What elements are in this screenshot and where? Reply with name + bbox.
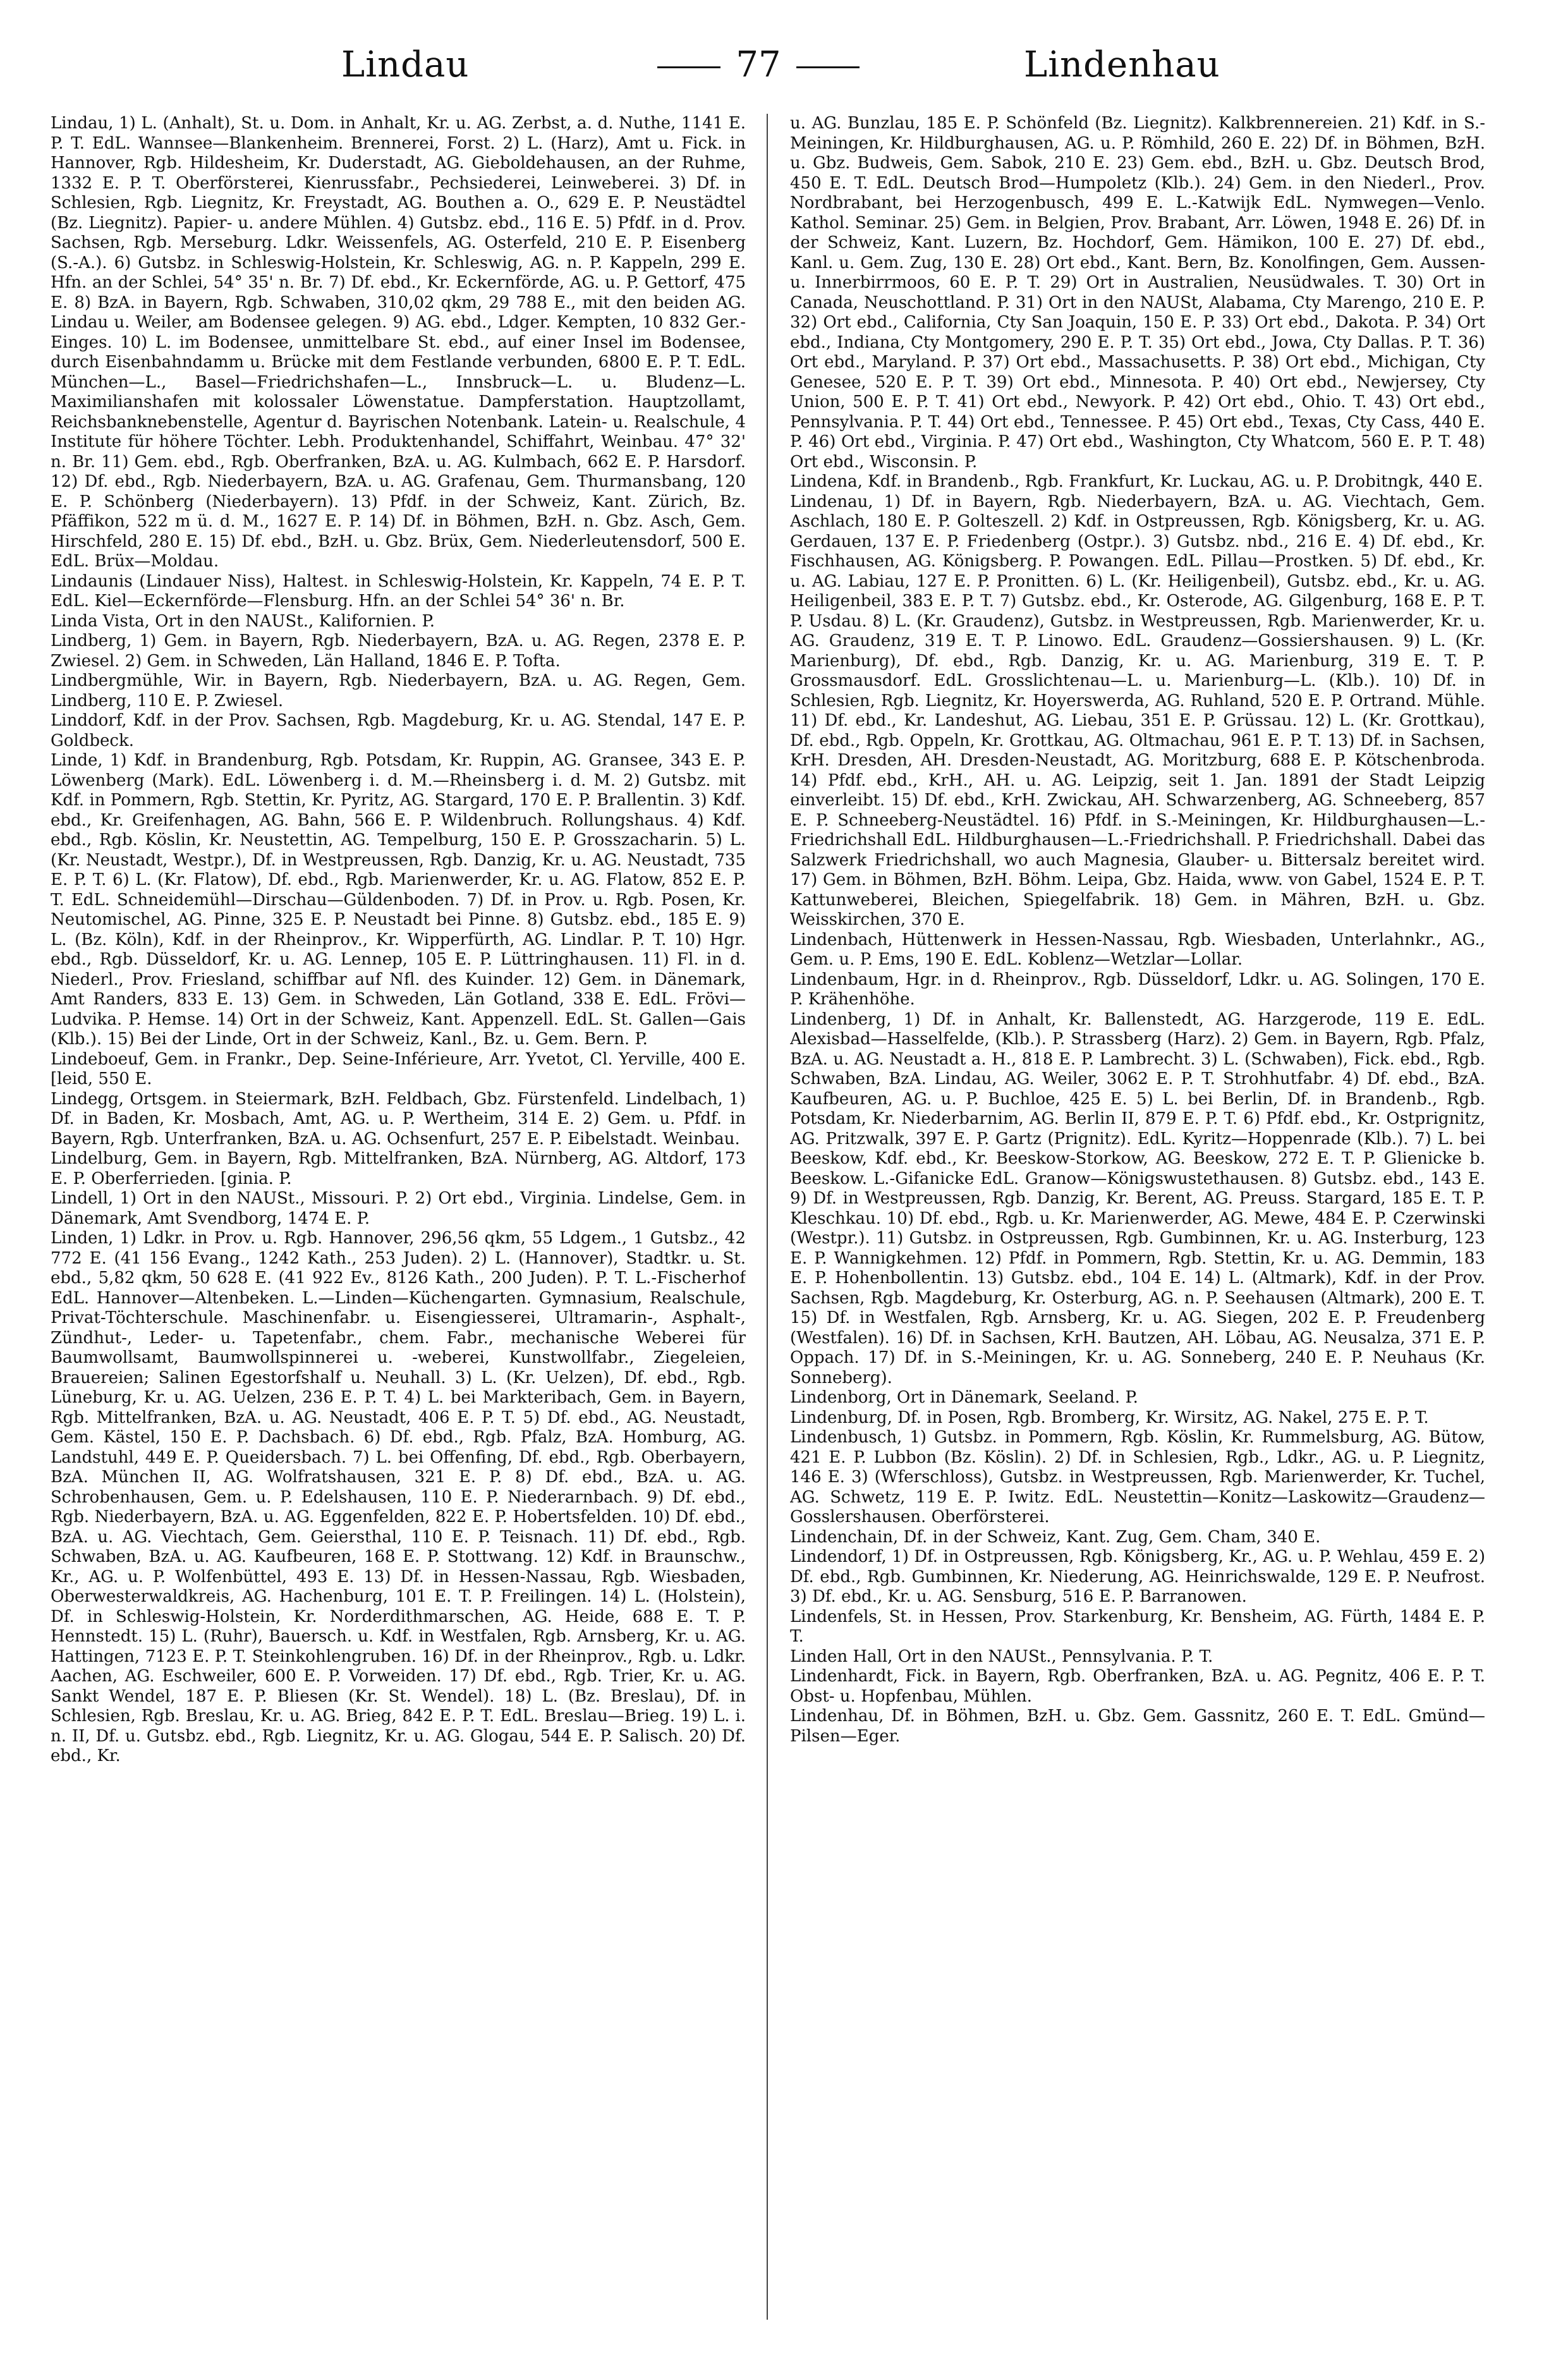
dictionary-entry: Lindenfels, St. in Hessen, Prov. Starkenburg, Kr. Bensheim, AG. Fürth, 1484 E. P. T. [790,1607,1485,1646]
right-column [790,114,1485,2326]
dictionary-entry: Lindenhau, Df. in Böhmen, BzH. u. Gbz. Gem. Gassnitz, 260 E. T. EdL. Gmünd—Pilsen—Eger. [790,1707,1485,1746]
dictionary-entry: Linda Vista, Ort in den NAUSt., Kalifornien. P. [51,611,435,631]
page-number: 77 [736,44,781,85]
dictionary-entry: Lindegg, Ortsgem. in Steiermark, BzH. Feldbach, Gbz. Fürstenfeld. Lindelbach, 1) Df. in Baden, Kr. Mosbach, Amt, AG. u. P. Wertheim, 314 E. 2) Gem. u. Pfdf. in Bayern, Rgb. Unterfranken, BzA. u. AG. Ochsenfurt, 257 E. P. Eibelstadt. Weinbau. [51,1089,746,1148]
running-head-left: Lindau [341,44,470,85]
dash-right [796,66,860,68]
running-head-right: Lindenhau [1024,44,1220,85]
dictionary-entry: Lindelburg, Gem. in Bayern, Rgb. Mittelfranken, BzA. Nürnberg, AG. Altdorf, 173 E. P. Oberferrieden. [ginia. P. [51,1149,746,1188]
dictionary-entry: Lindenburg, Df. in Posen, Rgb. Bromberg, Kr. Wirsitz, AG. Nakel, 275 E. P. T. [790,1408,1429,1427]
dictionary-entry: Lindberg, 1) Gem. in Bayern, Rgb. Niederbayern, BzA. u. AG. Regen, 2378 E. P. Zwiesel. 2) Gem. in Schweden, Län Halland, 1846 E. P. Tofta. [51,631,746,671]
dash-left [657,66,720,68]
page-header [0,38,1568,107]
dictionary-entry: Lindena, Kdf. in Brandenb., Rgb. Frankfurt, Kr. Luckau, AG. u. P. Drobitngk, 440 E. [790,472,1483,491]
dictionary-entry: Lindeboeuf, Gem. in Frankr., Dep. Seine-Inférieure, Arr. Yvetot, Cl. Yerville, 400 E. [leid, 550 E. [51,1049,746,1088]
dictionary-entry: Lindaunis (Lindauer Niss), Haltest. in Schleswig-Holstein, Kr. Kappeln, 74 E. P. T. EdL. Kiel—Eckernförde—Flensburg. Hfn. an der Schlei 54° 36' n. Br. [51,571,746,611]
dictionary-entry: Lindenau, 1) Df. in Bayern, Rgb. Niederbayern, BzA. u. AG. Viechtach, Gem. Aschlach, 180 E. P. Golteszell. 2) Kdf. in Ostpreussen, Rgb. Königsberg, Kr. u. AG. Gerdauen, 137 E. P. Friedenberg (Ostpr.). 3) Gutsbz. nbd., 216 E. 4) Df. ebd., Kr. Fischhausen, AG. Königsberg. P. Powangen. EdL. Pillau—Prostken. 5) Df. ebd., Kr. u. AG. Labiau, 127 E. P. Pronitten. 6) L. (Kr. Heiligenbeil), Gutsbz. ebd., Kr. u. AG. Heiligenbeil, 383 E. P. T. 7) Gutsbz. ebd., Kr. Osterode, AG. Gilgenburg, 168 E. P. T. P. Usdau. 8) L. (Kr. Graudenz), Gutsbz. in Westpreussen, Rgb. Marienwerder, Kr. u. AG. Graudenz, 319 E. T. P. Linowo. EdL. Graudenz—Gossiershausen. 9) L. (Kr. Marienburg), Df. ebd., Rgb. Danzig, Kr. u. AG. Marienburg, 319 E. T. P. Grossmausdorf. EdL. Grosslichtenau—L. u. Marienburg—L. (Klb.). 10) Df. in Schlesien, Rgb. Liegnitz, Kr. Hoyerswerda, AG. Ruhland, 520 E. P. Ortrand. Mühle. 11) Df. ebd., Kr. Landeshut, AG. Liebau, 351 E. P. Grüssau. 12) L. (Kr. Grottkau), Df. ebd., Rgb. Oppeln, Kr. Grottkau, AG. Oltmachau, 961 E. P. T. 13) Df. in Sachsen, KrH. Dresden, AH. Dresden-Neustadt, AG. Moritzburg, 688 E. P. Kötschenbroda. 14) Pfdf. ebd., KrH., AH. u. AG. Leipzig, seit 1. Jan. 1891 der Stadt Leipzig einverleibt. 15) Df. ebd., KrH. Zwickau, AH. Schwarzenberg, AG. Schneeberg, 857 E. P. Schneeberg-Neustädtel. 16) Pfdf. in S.-Meiningen, Kr. Hildburghausen—L.-Friedrichshall EdL. Hildburghausen—L.-Friedrichshall. P. Friedrichshall. Dabei das Salzwerk Friedrichshall, wo auch Magnesia, Glauber- u. Bittersalz bereitet wird. 17) Gem. in Böhmen, BzH. Böhm. Leipa, Gbz. Haida, www. von Gabel, 1524 E. P. T. Kattunweberei, Bleichen, Spiegelfabrik. 18) Gem. in Mähren, BzH. u. Gbz. Weisskirchen, 370 E. [790,492,1485,929]
dictionary-entry: Lindenhardt, Fick. in Bayern, Rgb. Oberfranken, BzA. u. AG. Pegnitz, 406 E. P. T. Obst- u. Hopfenbau, Mühlen. [790,1667,1485,1706]
dictionary-entry: Lindenbach, Hüttenwerk in Hessen-Nassau, Rgb. Wiesbaden, Unterlahnkr., AG., Gem. u. P. Ems, 190 E. EdL. Koblenz—Wetzlar—Lollar. [790,930,1485,969]
left-column [51,114,746,2326]
dictionary-entry: Lindendorf, 1) Df. in Ostpreussen, Rgb. Königsberg, Kr., AG. u. P. Wehlau, 459 E. 2) Df. ebd., Rgb. Gumbinnen, Kr. Niederung, AG. Heinrichswalde, 129 E. P. Neufrost. 3) Df. ebd., Kr. u. AG. Sensburg, 516 E. P. Barranowen. [790,1547,1485,1606]
dictionary-entry: Linden, 1) Ldkr. in Prov. u. Rgb. Hannover, 296,56 qkm, 55 Ldgem., 1 Gutsbz., 42 772 E. (41 156 Evang., 1242 Kath., 253 Juden). 2) L. (Hannover), Stadtkr. u. St. ebd., 5,82 qkm, 50 628 E. (41 922 Ev., 8126 Kath., 200 Juden). P. T. L.-Fischerhof EdL. Hannover—Altenbeken. L.—Linden—Küchengarten. Gymnasium, Realschule, Privat-Töchterschule. Maschinenfabr. u. Eisengiesserei, Ultramarin-, Asphalt-, Zündhut-, Leder- u. Tapetenfabr., chem. Fabr., mechanische Weberei für Baumwollsamt, Baumwollspinnerei u. -weberei, Kunstwollfabr., Ziegeleien, Brauereien; Salinen Egestorfshalf u. Neuhall. 3) L. (Kr. Uelzen), Df. ebd., Rgb. Lüneburg, Kr. u. AG. Uelzen, 236 E. P. T. 4) L. bei Markteribach, Gem. in Bayern, Rgb. Mittelfranken, BzA. u. AG. Neustadt, 406 E. P. T. 5) Df. ebd., AG. Neustadt, Gem. Kästel, 150 E. P. Dachsbach. 6) Df. ebd., Rgb. Pfalz, BzA. Homburg, AG. Landstuhl, 449 E. P. Queidersbach. 7) L. bei Offenfing, Df. ebd., Rgb. Oberbayern, BzA. München II, AG. Wolfratshausen, 321 E. P. 8) Df. ebd., BzA. u. AG. Schrobenhausen, Gem. u. P. Edelshausen, 110 E. P. Niederarnbach. 9) Df. ebd., Rgb. Niederbayern, BzA. u. AG. Eggenfelden, 822 E. P. Hobertsfelden. 10) Df. ebd., BzA. u. AG. Viechtach, Gem. Geiersthal, 110 E. P. Teisnach. 11) Df. ebd., Rgb. Schwaben, BzA. u. AG. Kaufbeuren, 168 E. P. Stottwang. 12) Kdf. in Braunschw., Kr., AG. u. P. Wolfenbüttel, 493 E. 13) Df. in Hessen-Nassau, Rgb. Wiesbaden, Oberwesterwaldkreis, AG. Hachenburg, 101 E. T. P. Freilingen. 14) L. (Holstein), Df. in Schleswig-Holstein, Kr. Norderdithmarschen, AG. Heide, 688 E. T. P. Hennstedt. 15) L. (Ruhr), Bauersch. u. Kdf. in Westfalen, Rgb. Arnsberg, Kr. u. AG. Hattingen, 7123 E. P. T. Steinkohlengruben. 16) Df. in der Rheinprov., Rgb. u. Ldkr. Aachen, AG. Eschweiler, 600 E. P. Vorweiden. 17) Df. ebd., Rgb. Trier, Kr. u. AG. Sankt Wendel, 187 E. P. Bliesen (Kr. St. Wendel). 18) L. (Bz. Breslau), Df. in Schlesien, Rgb. Breslau, Kr. u. AG. Brieg, 842 E. P. T. EdL. Breslau—Brieg. 19) L. i. n. II, Df. u. Gutsbz. ebd., Rgb. Liegnitz, Kr. u. AG. Glogau, 544 E. P. Salisch. 20) Df. ebd., Kr. [51,1229,746,1765]
dictionary-entry: Lindenbaum, Hgr. in d. Rheinprov., Rgb. Düsseldorf, Ldkr. u. AG. Solingen, 170 E. P. Krähenhöhe. [790,970,1485,1009]
dictionary-entry: Linde, 1) Kdf. in Brandenburg, Rgb. Potsdam, Kr. Ruppin, AG. Gransee, 343 E. P. Löwenberg (Mark). EdL. Löwenberg i. d. M.—Rheinsberg i. d. M. 2) Gutsbz. mit Kdf. in Pommern, Rgb. Stettin, Kr. Pyritz, AG. Stargard, 170 E. P. Brallentin. 3) Kdf. ebd., Kr. Greifenhagen, AG. Bahn, 566 E. P. Wildenbruch. Rollungshaus. 4) Kdf. ebd., Rgb. Köslin, Kr. Neustettin, AG. Tempelburg, 150 E. P. Grosszacharin. 5) L. (Kr. Neustadt, Westpr.), Df. in Westpreussen, Rgb. Danzig, Kr. u. AG. Neustadt, 735 E. P. T. 6) L. (Kr. Flatow), Df. ebd., Rgb. Marienwerder, Kr. u. AG. Flatow, 852 E. P. T. EdL. Schneidemühl—Dirschau—Güldenboden. 7) Df. in Prov. u. Rgb. Posen, Kr. Neutomischel, AG. Pinne, 325 E. P. Neustadt bei Pinne. 8) Gutsbz. ebd., 185 E. 9) L. (Bz. Köln), Kdf. in der Rheinprov., Kr. Wipperfürth, AG. Lindlar. P. T. 10) Hgr. ebd., Rgb. Düsseldorf, Kr. u. AG. Lennep, 105 E. P. Lüttringhausen. 11) Fl. in d. Niederl., Prov. Friesland, schiffbar auf Nfl. des Kuinder. 12) Gem. in Dänemark, Amt Randers, 833 E. 13) Gem. in Schweden, Län Gotland, 338 E. EdL. Frövi—Ludvika. P. Hemse. 14) Ort in der Schweiz, Kant. Appenzell. EdL. St. Gallen—Gais (Klb.). 15) Bei der Linde, Ort in der Schweiz, Kanl., Bz. u. Gem. Bern. P. [51,751,746,1049]
dictionary-entry: Lindbergmühle, Wir. in Bayern, Rgb. Niederbayern, BzA. u. AG. Regen, Gem. Lindberg, 110 E. P. Zwiesel. [51,671,746,710]
dictionary-entry: u. AG. Bunzlau, 185 E. P. Schönfeld (Bz. Liegnitz). Kalkbrennereien. 21) Kdf. in S.-Meiningen, Kr. Hildburghausen, AG. u. P. Römhild, 260 E. 22) Df. in Böhmen, BzH. u. Gbz. Budweis, Gem. Sabok, 210 E. 23) Gem. ebd., BzH. u. Gbz. Deutsch Brod, 450 E. T. EdL. Deutsch Brod—Humpoletz (Klb.). 24) Gem. in den Niederl., Prov. Nordbrabant, bei Herzogenbusch, 499 E. L.-Katwijk EdL. Nymwegen—Venlo. Kathol. Seminar. 25) Gem. in Belgien, Prov. Brabant, Arr. Löwen, 1948 E. 26) Df. in der Schweiz, Kant. Luzern, Bz. Hochdorf, Gem. Hämikon, 100 E. 27) Df. ebd., Kanl. u. Gem. Zug, 130 E. 28) Ort ebd., Kant. Bern, Bz. Konolfingen, Gem. Aussen- u. Innerbirrmoos, 60 E. P. T. 29) Ort in Australien, Neusüdwales. T. 30) Ort in Canada, Neuschottland. P. 31) Ort in den NAUSt, Alabama, Cty Marengo, 210 E. P. 32) Ort ebd., California, Cty San Joaquin, 150 E. P. 33) Ort ebd., Dakota. P. 34) Ort ebd., Indiana, Cty Montgomery, 290 E. P. T. 35) Ort ebd., Jowa, Cty Dallas. P. T. 36) Ort ebd., Maryland. P. 37) Ort ebd., Massachusetts. P. 38) Ort ebd., Michigan, Cty Genesee, 520 E. P. T. 39) Ort ebd., Minnesota. P. 40) Ort ebd., Newjersey, Cty Union, 500 E. P. T. 41) Ort ebd., Newyork. P. 42) Ort ebd., Ohio. T. 43) Ort ebd., Pennsylvania. P. T. 44) Ort ebd., Tennessee. P. 45) Ort ebd., Texas, Cty Cass, 440 E. P. 46) Ort ebd., Virginia. P. 47) Ort ebd., Washington, Cty Whatcom, 560 E. P. T. 48) Ort ebd., Wisconsin. P. [790,114,1485,472]
dictionary-entry: Lindell, 1) Ort in den NAUSt., Missouri. P. 2) Ort ebd., Virginia. Lindelse, Gem. in Dänemark, Amt Svendborg, 1474 E. P. [51,1189,746,1228]
dictionary-entry: Lindenchain, Df. in der Schweiz, Kant. Zug, Gem. Cham, 340 E. [790,1527,1321,1547]
dictionary-entry: Linddorf, Kdf. in der Prov. Sachsen, Rgb. Magdeburg, Kr. u. AG. Stendal, 147 E. P. Goldbeck. [51,711,746,750]
dictionary-entry: Lindau, 1) L. (Anhalt), St. u. Dom. in Anhalt, Kr. u. AG. Zerbst, a. d. Nuthe, 1141 E. P. T. EdL. Wannsee—Blankenheim. Brennerei, Forst. 2) L. (Harz), Amt u. Fick. in Hannover, Rgb. Hildesheim, Kr. Duderstadt, AG. Gieboldehausen, an der Ruhme, 1332 E. P. T. Oberförsterei, Kienrussfabr., Pechsiederei, Leinweberei. 3) Df. in Schlesien, Rgb. Liegnitz, Kr. Freystadt, AG. Bouthen a. O., 629 E. P. Neustädtel (Bz. Liegnitz). Papier- u. andere Mühlen. 4) Gutsbz. ebd., 116 E. 5) Pfdf. in d. Prov. Sachsen, Rgb. Merseburg. Ldkr. Weissenfels, AG. Osterfeld, 210 E. P. Eisenberg (S.-A.). 6) Gutsbz. in Schleswig-Holstein, Kr. Schleswig, AG. n. P. Kappeln, 299 E. Hfn. an der Schlei, 54° 35' n. Br. 7) Df. ebd., Kr. Eckernförde, AG. u. P. Gettorf, 475 E. 8) BzA. in Bayern, Rgb. Schwaben, 310,02 qkm, 29 788 E., mit den beiden AG. Lindau u. Weiler, am Bodensee gelegen. 9) AG. ebd., Ldger. Kempten, 10 832 Ger.-Einges. 10) L. im Bodensee, unmittelbare St. ebd., auf einer Insel im Bodensee, durch Eisenbahndamm u. Brücke mit dem Festlande verbunden, 6800 E. P. T. EdL. München—L., Basel—Friedrichshafen—L., Innsbruck—L. u. Bludenz—L. Maximilianshafen mit kolossaler Löwenstatue. Dampferstation. Hauptzollamt, Reichsbanknebenstelle, Agentur d. Bayrischen Notenbank. Latein- u. Realschule, 4 Institute für höhere Töchter. Lebh. Produktenhandel, Schiffahrt, Weinbau. 47° 32' n. Br. 11) Gem. ebd., Rgb. Oberfranken, BzA. u. AG. Kulmbach, 662 E. P. Harsdorf. 12) Df. ebd., Rgb. Niederbayern, BzA. u. AG. Grafenau, Gem. Thurmansbang, 120 E. P. Schönberg (Niederbayern). 13) Pfdf. in der Schweiz, Kant. Zürich, Bz. Pfäffikon, 522 m ü. d. M., 1627 E. P. 14) Df. in Böhmen, BzH. n. Gbz. Asch, Gem. Hirschfeld, 280 E. 15) Df. ebd., BzH. u. Gbz. Brüx, Gem. Niederleutensdorf, 500 E. EdL. Brüx—Moldau. [51,114,746,571]
dictionary-entry: Lindenberg, 1) Df. in Anhalt, Kr. Ballenstedt, AG. Harzgerode, 119 E. EdL. Alexisbad—Hasselfelde, (Klb.). P. Strassberg (Harz). 2) Gem. in Bayern, Rgb. Pfalz, BzA. u. AG. Neustadt a. H., 818 E. P. Lambrecht. 3) L. (Schwaben), Fick. ebd., Rgb. Schwaben, BzA. Lindau, AG. Weiler, 3062 E. P. T. Strohhutfabr. 4) Df. ebd., BzA. Kaufbeuren, AG. u. P. Buchloe, 425 E. 5) L. bei Berlin, Df. in Brandenb., Rgb. Potsdam, Kr. Niederbarnim, AG. Berlin II, 879 E. P. T. 6) Pfdf. ebd., Kr. Ostprignitz, AG. Pritzwalk, 397 E. P. Gartz (Prignitz). EdL. Kyritz—Hoppenrade (Klb.). 7) L. bei Beeskow, Kdf. ebd., Kr. Beeskow-Storkow, AG. Beeskow, 272 E. T. P. Glienicke b. Beeskow. L.-Gifanicke EdL. Granow—Königswustethausen. 8) Gutsbz. ebd., 143 E. 9) Df. in Westpreussen, Rgb. Danzig, Kr. Berent, AG. Preuss. Stargard, 185 E. T. P. Kleschkau. 10) Df. ebd., Rgb. u. Kr. Marienwerder, AG. Mewe, 484 E. P. Czerwinski (Westpr.). 11) Gutsbz. in Ostpreussen, Rgb. Gumbinnen, Kr. u. AG. Insterburg, 123 E. P. Wannigkehmen. 12) Pfdf. in Pommern, Rgb. Stettin, Kr. u. AG. Demmin, 183 E. P. Hohenbollentin. 13) Gutsbz. ebd., 104 E. 14) L. (Altmark), Kdf. in der Prov. Sachsen, Rgb. Magdeburg, Kr. Osterburg, AG. n. P. Seehausen (Altmark), 200 E. T. 15) Df. in Westfalen, Rgb. Arnsberg, Kr. u. AG. Siegen, 202 E. P. Freudenberg (Westfalen). 16) Df. in Sachsen, KrH. Bautzen, AH. Löbau, AG. Neusalza, 371 E. P. Oppach. 17) Df. in S.-Meiningen, Kr. u. AG. Sonneberg, 240 E. P. Neuhaus (Kr. Sonneberg). [790,1009,1485,1387]
dictionary-entry: Lindenborg, Ort in Dänemark, Seeland. P. [790,1388,1138,1407]
dictionary-entry: Linden Hall, Ort in den NAUSt., Pennsylvania. P. T. [790,1647,1213,1666]
dictionary-entry: Lindenbusch, 1) Gutsbz. in Pommern, Rgb. Köslin, Kr. Rummelsburg, AG. Bütow, 421 E. P. Lubbon (Bz. Köslin). 2) Df. in Schlesien, Rgb., Ldkr., AG. u. P. Liegnitz, 146 E. 3) (Wferschloss), Gutsbz. in Westpreussen, Rgb. Marienwerder, Kr. Tuchel, AG. Schwetz, 119 E. P. Iwitz. EdL. Neustettin—Konitz—Laskowitz—Graudenz—Gosslershausen. Oberförsterei. [790,1428,1485,1526]
page-number-block [638,44,878,85]
column-divider [767,114,768,2320]
